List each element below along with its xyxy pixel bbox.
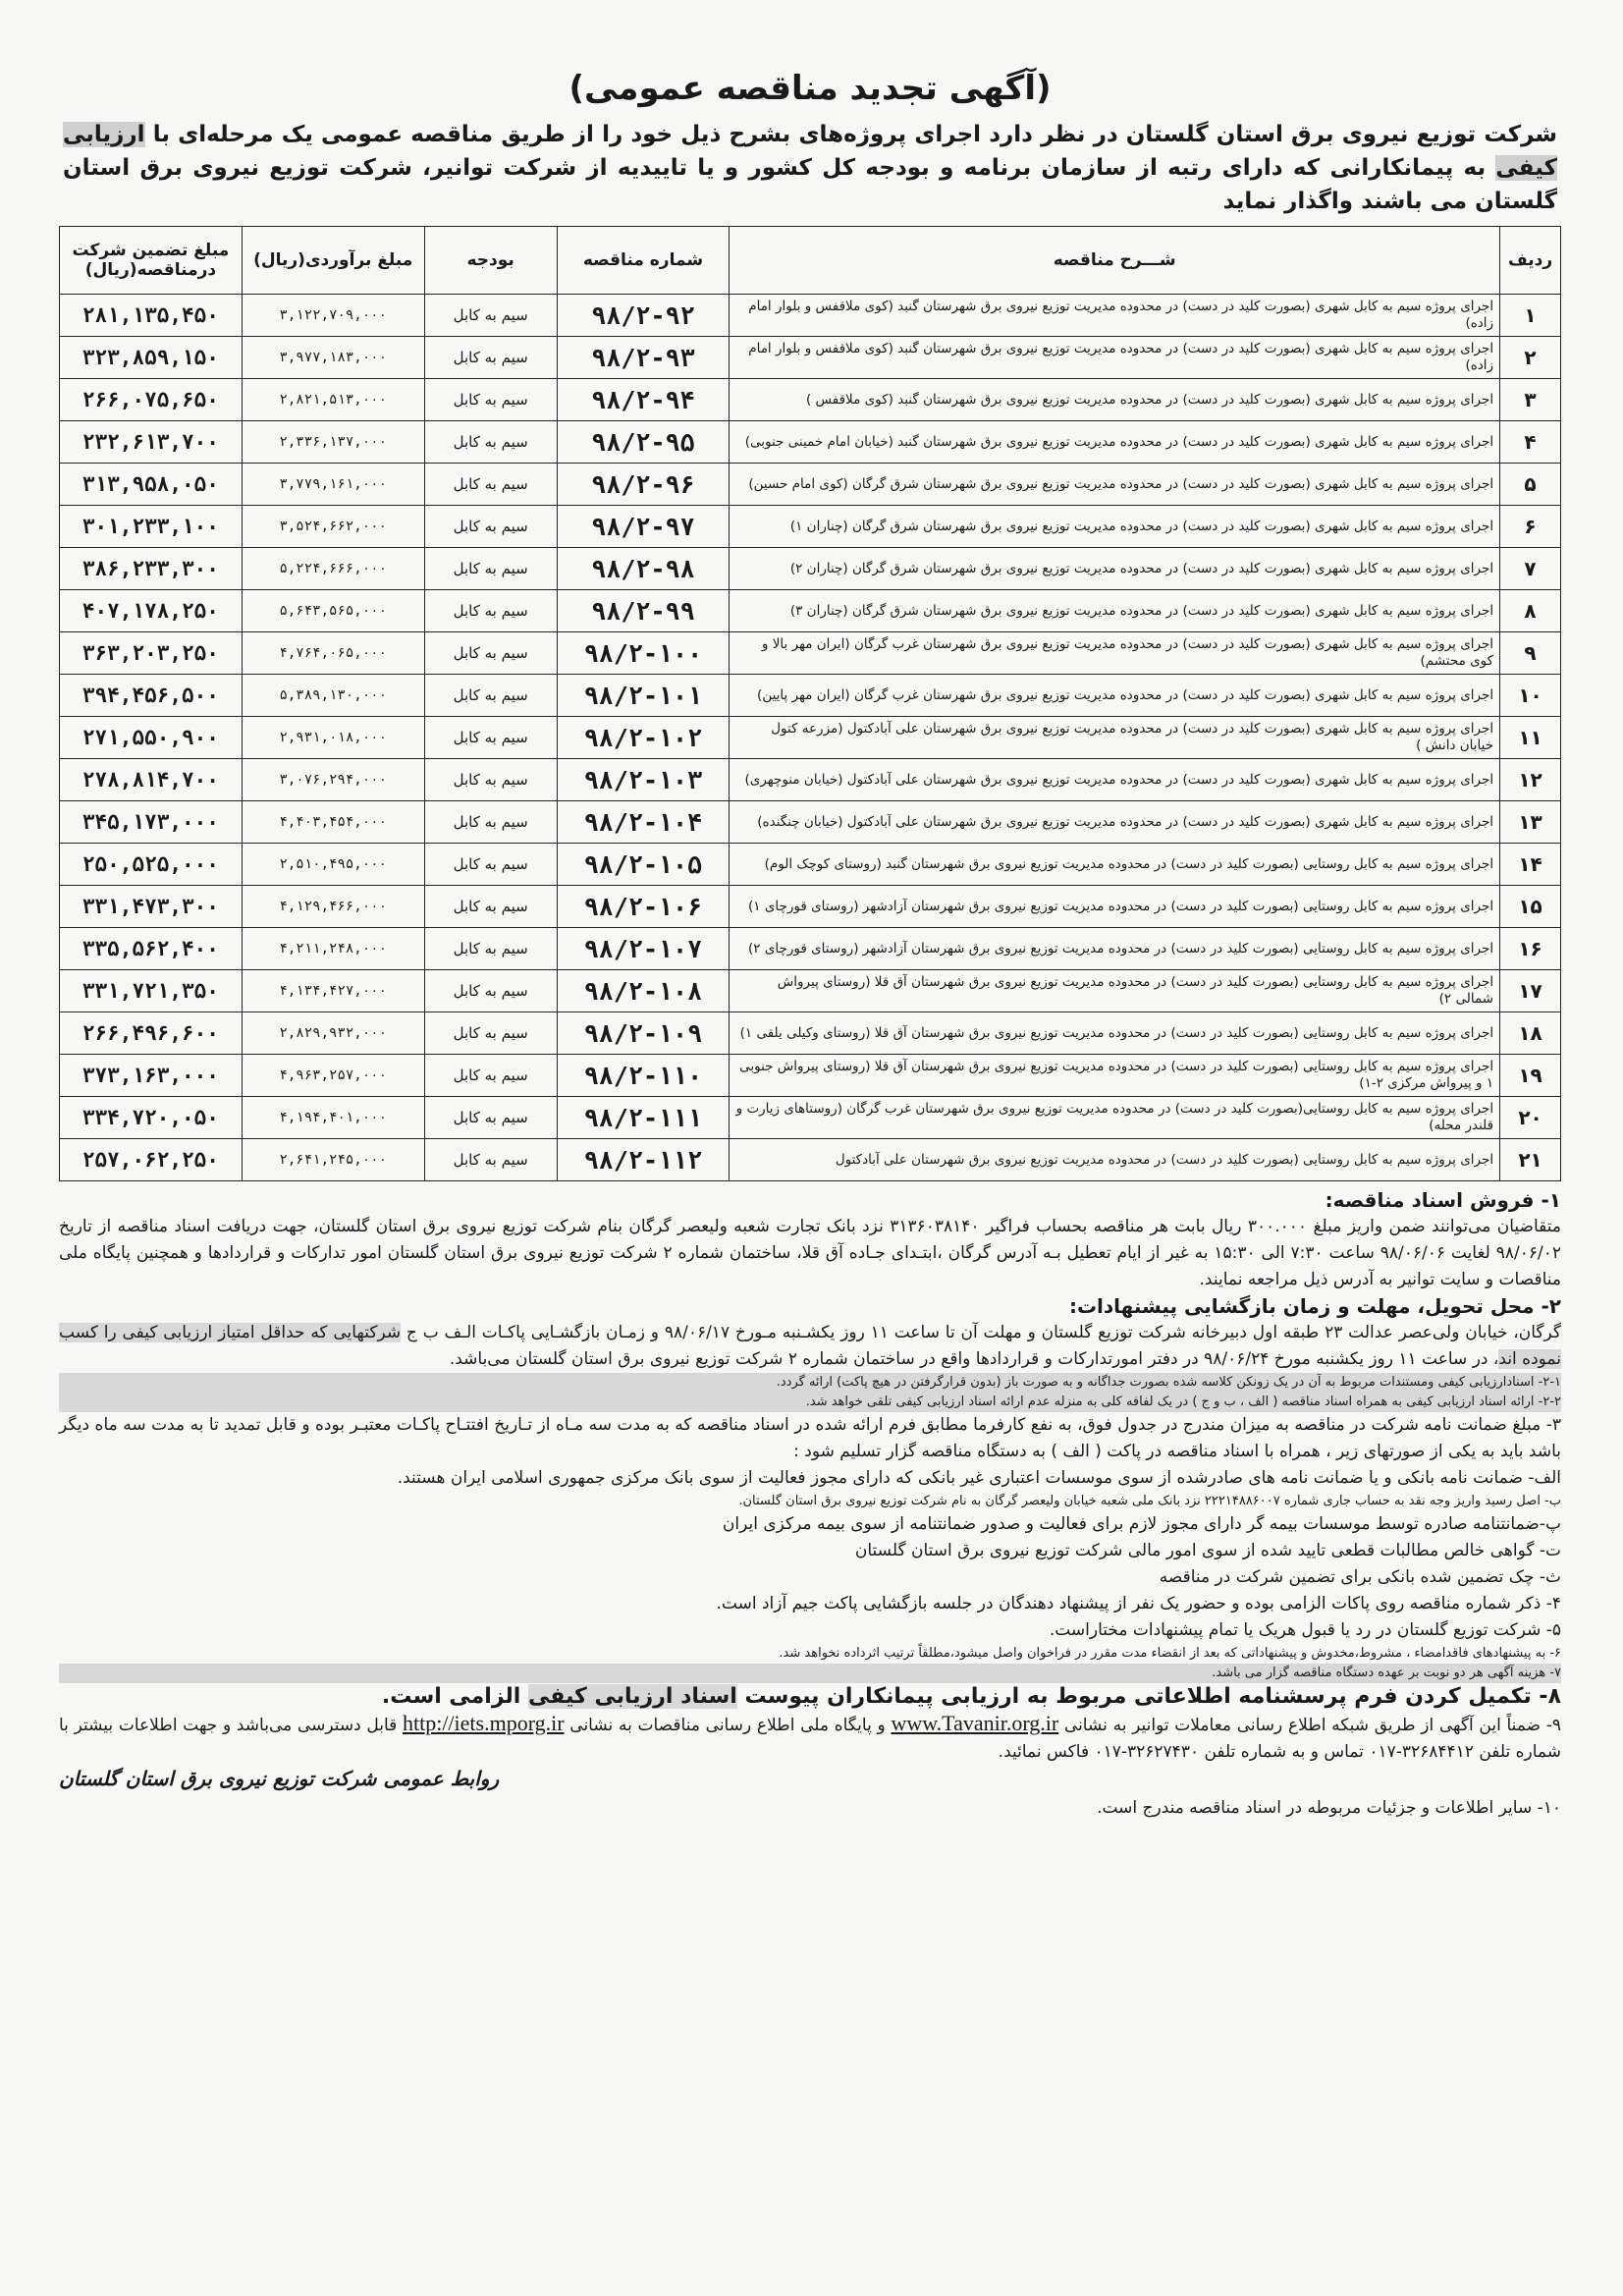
row-description: اجرای پروژه سیم به کابل شهری (بصورت کلید در دست) در محدوده مدیریت توزیع نیروی برق شهرستان شرق گرگان (کوی امام حسین) xyxy=(730,464,1500,506)
col-header-estimate: مبلغ برآوردی(ریال) xyxy=(242,227,424,295)
row-index: ۴ xyxy=(1500,421,1561,464)
row-budget: سیم به کابل xyxy=(424,379,557,421)
row-index: ۱۰ xyxy=(1500,675,1561,717)
section-5: ۵- شرکت توزیع گلستان در رد یا قبول هریک یا تمام پیشنهادات مختاراست. xyxy=(1049,1620,1561,1640)
section-2-highlight: شرکتهایی که حداقل امتیاز ارزیابی کیفی را کسب نموده اند xyxy=(59,1323,1561,1369)
table-body xyxy=(60,295,1561,1181)
row-guarantee: ۳۴۵,۱۷۳,۰۰۰ xyxy=(60,801,243,844)
row-estimate: ۲,۹۳۱,۰۱۸,۰۰۰ xyxy=(242,717,424,759)
row-estimate: ۳,۷۷۹,۱۶۱,۰۰۰ xyxy=(242,464,424,506)
section-2-text-a: گرگان، خیابان ولی‌عصر عدالت ۲۳ طبقه اول دبیرخانه شرکت توزیع گلستان و مهلت آن تا ساعت ۱۱ روز یکشـنبه مـورخ ۹۸/۰۶/۱۷ و زمـان بازگشـایی پاکـات الـف ب ج xyxy=(406,1323,1561,1342)
col-header-index: ردیف xyxy=(1500,227,1561,295)
row-budget: سیم به کابل xyxy=(424,970,557,1012)
row-estimate: ۵,۳۸۹,۱۳۰,۰۰۰ xyxy=(242,675,424,717)
row-index: ۱۱ xyxy=(1500,717,1561,759)
row-estimate: ۲,۸۲۱,۵۱۳,۰۰۰ xyxy=(242,379,424,421)
table-row xyxy=(60,464,1561,506)
table-row xyxy=(60,590,1561,632)
row-description: اجرای پروژه سیم به کابل شهری (بصورت کلید در دست) در محدوده مدیریت توزیع نیروی برق شهرستان علی آبادکتول (خیابان منوچهری) xyxy=(730,759,1500,801)
row-description: اجرای پروژه سیم به کابل شهری (بصورت کلید در دست) در محدوده مدیریت توزیع نیروی برق شهرستان شرق گرگان (چناران ۳) xyxy=(730,590,1500,632)
row-budget: سیم به کابل xyxy=(424,1055,557,1097)
row-budget: سیم به کابل xyxy=(424,464,557,506)
row-description: اجرای پروژه سیم به کابل روستایی(بصورت کلید در دست) در محدوده مدیریت توزیع نیروی برق شهرستان غرب گرگان (روستاهای زیارت و قلندر محله) xyxy=(730,1097,1500,1139)
table-row xyxy=(60,337,1561,379)
row-guarantee: ۲۷۱,۵۵۰,۹۰۰ xyxy=(60,717,243,759)
row-budget: سیم به کابل xyxy=(424,928,557,970)
section-2-1: ۲-۱- اسنادارزیابی کیفی ومستندات مربوط به آن در یک زونکن کلاسه شده بصورت جداگانه و به صورت باز (بدون قرارگرفتن در هیچ پاکت) ارائه گردد. xyxy=(59,1373,1561,1393)
row-index: ۲۰ xyxy=(1500,1097,1561,1139)
row-estimate: ۴,۱۳۴,۴۲۷,۰۰۰ xyxy=(242,970,424,1012)
row-index: ۹ xyxy=(1500,632,1561,675)
row-index: ۳ xyxy=(1500,379,1561,421)
row-budget: سیم به کابل xyxy=(424,421,557,464)
row-index: ۲۱ xyxy=(1500,1139,1561,1181)
row-guarantee: ۳۳۱,۴۷۳,۳۰۰ xyxy=(60,886,243,928)
table-row xyxy=(60,295,1561,337)
section-8-highlight: اسناد ارزیابی کیفی xyxy=(527,1684,737,1709)
table-row xyxy=(60,1012,1561,1055)
row-budget: سیم به کابل xyxy=(424,590,557,632)
row-tender-number: ۹۸/۲-۱۰۱ xyxy=(557,675,730,717)
row-estimate: ۴,۲۱۱,۲۴۸,۰۰۰ xyxy=(242,928,424,970)
row-guarantee: ۳۳۵,۵۶۲,۴۰۰ xyxy=(60,928,243,970)
row-estimate: ۲,۶۴۱,۲۴۵,۰۰۰ xyxy=(242,1139,424,1181)
row-tender-number: ۹۸/۲-۹۷ xyxy=(557,506,730,548)
row-budget: سیم به کابل xyxy=(424,759,557,801)
row-tender-number: ۹۸/۲-۹۵ xyxy=(557,421,730,464)
row-tender-number: ۹۸/۲-۹۴ xyxy=(557,379,730,421)
row-guarantee: ۲۶۶,۰۷۵,۶۵۰ xyxy=(60,379,243,421)
row-index: ۱۴ xyxy=(1500,844,1561,886)
table-row xyxy=(60,886,1561,928)
row-estimate: ۴,۴۰۳,۴۵۴,۰۰۰ xyxy=(242,801,424,844)
row-tender-number: ۹۸/۲-۱۰۴ xyxy=(557,801,730,844)
row-description: اجرای پروژه سیم به کابل شهری (بصورت کلید در دست) در محدوده مدیریت توزیع نیروی برق شهرستان گنبد (کوی ملاقفس و بلوار امام زاده) xyxy=(730,295,1500,337)
row-guarantee: ۲۷۸,۸۱۴,۷۰۰ xyxy=(60,759,243,801)
row-budget: سیم به کابل xyxy=(424,295,557,337)
section-3-te: ت- گواهی خالص مطالبات قطعی تایید شده از سوی امور مالی شرکت توزیع نیروی برق استان گلستان xyxy=(854,1541,1561,1560)
table-row xyxy=(60,632,1561,675)
col-header-description: شـــرح مناقصه xyxy=(730,227,1500,295)
row-description: اجرای پروژه سیم به کابل شهری (بصورت کلید در دست) در محدوده مدیریت توزیع نیروی برق شهرستان شرق گرگان (چناران ۲) xyxy=(730,548,1500,590)
row-guarantee: ۳۱۳,۹۵۸,۰۵۰ xyxy=(60,464,243,506)
row-description: اجرای پروژه سیم به کابل روستایی (بصورت کلید در دست) در محدوده مدیریت توزیع نیروی برق شهرستان آق قلا (روستای پیرواش جنوبی ۱ و پیرواش مرکزی ۲-۱) xyxy=(730,1055,1500,1097)
section-4: ۴- ذکر شماره مناقصه روی پاکات الزامی بوده و حضور یک نفر از پیشنهاد دهندگان در جلسه بازگشایی پاکت جیم آزاد است. xyxy=(716,1594,1561,1613)
row-guarantee: ۳۳۱,۷۲۱,۳۵۰ xyxy=(60,970,243,1012)
row-tender-number: ۹۸/۲-۱۰۸ xyxy=(557,970,730,1012)
table-row xyxy=(60,801,1561,844)
row-description: اجرای پروژه سیم به کابل شهری (بصورت کلید در دست) در محدوده مدیریت توزیع نیروی برق شهرستان علی آبادکتول (خیابان چنگنده) xyxy=(730,801,1500,844)
row-tender-number: ۹۸/۲-۱۱۰ xyxy=(557,1055,730,1097)
row-index: ۱۷ xyxy=(1500,970,1561,1012)
table-row xyxy=(60,1139,1561,1181)
section-3-be: ب- اصل رسید واریز وجه نقد به حساب جاری شماره ۲۲۲۱۴۸۸۶۰۰۷ نزد بانک ملی شعبه خیابان ولیعصر گرگان به نام شرکت توزیع نیروی برق استان گلستان. xyxy=(738,1494,1561,1508)
section-2-heading: ۲- محل تحویل، مهلت و زمان بازگشایی پیشنهادات: xyxy=(1068,1294,1561,1318)
intro-highlight: ارزیابی کیفی xyxy=(63,122,1557,181)
row-budget: سیم به کابل xyxy=(424,506,557,548)
row-index: ۱۳ xyxy=(1500,801,1561,844)
row-tender-number: ۹۸/۲-۹۲ xyxy=(557,295,730,337)
row-index: ۶ xyxy=(1500,506,1561,548)
row-budget: سیم به کابل xyxy=(424,1139,557,1181)
intro-paragraph xyxy=(63,118,1557,218)
signature: روابط عمومی شرکت توزیع نیروی برق استان گلستان xyxy=(59,1767,500,1790)
row-guarantee: ۲۵۰,۵۲۵,۰۰۰ xyxy=(60,844,243,886)
row-description: اجرای پروژه سیم به کابل شهری (بصورت کلید در دست) در محدوده مدیریت توزیع نیروی برق شهرستان شرق گرگان (چناران ۱) xyxy=(730,506,1500,548)
table-row xyxy=(60,844,1561,886)
row-tender-number: ۹۸/۲-۹۳ xyxy=(557,337,730,379)
signature-row xyxy=(59,1766,1561,1795)
table-row xyxy=(60,928,1561,970)
row-tender-number: ۹۸/۲-۱۰۳ xyxy=(557,759,730,801)
row-budget: سیم به کابل xyxy=(424,675,557,717)
row-estimate: ۵,۲۲۴,۶۶۶,۰۰۰ xyxy=(242,548,424,590)
row-guarantee: ۳۲۳,۸۵۹,۱۵۰ xyxy=(60,337,243,379)
section-3-text: ۳- مبلغ ضمانت نامه شرکت در مناقصه به میزان مندرج در جدول فوق، به نفع کارفرما مطابق فرم ارائه شده در اسناد مناقصه که به مدت سه مـاه از تـاریخ افتتـاح پاکـات معتبـر بوده و قابل تمدید تا به مدت سه ماه دیگر باشد باید به یکی از صورتهای زیر ، همراه با اسناد مناقصه در پاکت ( الف ) به دستگاه مناقصه گزار تسلیم شود : xyxy=(59,1415,1561,1461)
row-budget: سیم به کابل xyxy=(424,801,557,844)
row-description: اجرای پروژه سیم به کابل شهری (بصورت کلید در دست) در محدوده مدیریت توزیع نیروی برق شهرستان گنبد (کوی ملاقفس و بلوار امام زاده) xyxy=(730,337,1500,379)
row-budget: سیم به کابل xyxy=(424,717,557,759)
row-estimate: ۳,۰۷۶,۲۹۴,۰۰۰ xyxy=(242,759,424,801)
tender-notice xyxy=(59,69,1561,1822)
row-index: ۱۲ xyxy=(1500,759,1561,801)
section-3-alef: الف- ضمانت نامه بانکی و یا ضمانت نامه های صادرشده از سوی موسسات اعتباری غیر بانکی که دارای مجوز فعالیت از سوی بانک مرکزی جمهوری اسلامی ایران هستند. xyxy=(397,1468,1561,1488)
row-tender-number: ۹۸/۲-۱۰۷ xyxy=(557,928,730,970)
row-tender-number: ۹۸/۲-۹۹ xyxy=(557,590,730,632)
row-budget: سیم به کابل xyxy=(424,337,557,379)
row-estimate: ۳,۹۷۷,۱۸۳,۰۰۰ xyxy=(242,337,424,379)
row-guarantee: ۳۷۳,۱۶۳,۰۰۰ xyxy=(60,1055,243,1097)
row-tender-number: ۹۸/۲-۱۰۵ xyxy=(557,844,730,886)
row-estimate: ۲,۳۳۶,۱۳۷,۰۰۰ xyxy=(242,421,424,464)
row-budget: سیم به کابل xyxy=(424,548,557,590)
row-estimate: ۴,۱۹۴,۴۰۱,۰۰۰ xyxy=(242,1097,424,1139)
section-1-text: متقاضیان می‌توانند ضمن واریز مبلغ ۳۰۰.۰۰۰ ریال بابت هر مناقصه بحساب فراگیر ۳۱۳۶۰۳۸۱۴۰ نزد بانک تجارت شعبه ولیعصر گرگان بنام شرکت توزیع نیروی برق استان گلستان، جهت دریافت اسناد مناقصه از تاریخ ۹۸/۰۶/۰۲ لغایت ۹۸/۰۶/۰۶ ساعت ۷:۳۰ الی ۱۵:۳۰ به غیر از ایام تعطیل بـه آدرس گرگان ،ابتـدای جـاده آق قلا، ساختمان شماره ۲ شرکت توزیع نیروی برق استان گلستان امور تدارکات و قراردادها و همچنین پایگاه ملی مناقصات و سایت توانیر به آدرس ذیل مراجعه نمایند. xyxy=(59,1217,1562,1289)
tavanir-link[interactable]: www.Tavanir.org.ir xyxy=(891,1711,1059,1735)
row-budget: سیم به کابل xyxy=(424,1012,557,1055)
row-tender-number: ۹۸/۲-۱۰۶ xyxy=(557,886,730,928)
row-guarantee: ۲۵۷,۰۶۲,۲۵۰ xyxy=(60,1139,243,1181)
row-tender-number: ۹۸/۲-۱۰۰ xyxy=(557,632,730,675)
row-description: اجرای پروژه سیم به کابل شهری (بصورت کلید در دست) در محدوده مدیریت توزیع نیروی برق شهرستان غرب گرگان (ایران مهر بالا و کوی محتشم) xyxy=(730,632,1500,675)
row-estimate: ۴,۷۶۴,۰۶۵,۰۰۰ xyxy=(242,632,424,675)
row-index: ۱۸ xyxy=(1500,1012,1561,1055)
row-estimate: ۲,۸۲۹,۹۳۲,۰۰۰ xyxy=(242,1012,424,1055)
row-estimate: ۴,۹۶۳,۲۵۷,۰۰۰ xyxy=(242,1055,424,1097)
table-row xyxy=(60,970,1561,1012)
row-index: ۱۹ xyxy=(1500,1055,1561,1097)
table-row xyxy=(60,506,1561,548)
table-row xyxy=(60,379,1561,421)
page-title: (آگهی تجدید مناقصه عمومی) xyxy=(568,69,1052,108)
row-tender-number: ۹۸/۲-۱۰۹ xyxy=(557,1012,730,1055)
table-row xyxy=(60,675,1561,717)
row-guarantee: ۳۹۴,۴۵۶,۵۰۰ xyxy=(60,675,243,717)
row-guarantee: ۴۰۷,۱۷۸,۲۵۰ xyxy=(60,590,243,632)
row-estimate: ۳,۵۲۴,۶۶۲,۰۰۰ xyxy=(242,506,424,548)
col-header-budget: بودجه xyxy=(424,227,557,295)
table-row xyxy=(60,759,1561,801)
section-3-pe: پ-ضمانتنامه صادره توسط موسسات بیمه گر دارای مجوز لازم برای فعالیت و صدور ضمانتنامه از سوی بیمه مرکزی ایران xyxy=(722,1514,1561,1534)
table-row xyxy=(60,421,1561,464)
row-tender-number: ۹۸/۲-۱۱۲ xyxy=(557,1139,730,1181)
row-description: اجرای پروژه سیم به کابل شهری (بصورت کلید در دست) در محدوده مدیریت توزیع نیروی برق شهرستان گنبد (کوی ملاقفس ) xyxy=(730,379,1500,421)
row-index: ۱۶ xyxy=(1500,928,1561,970)
row-estimate: ۲,۵۱۰,۴۹۵,۰۰۰ xyxy=(242,844,424,886)
section-10: ۱۰- سایر اطلاعات و جزئیات مربوطه در اسناد مناقصه مندرج است. xyxy=(1097,1798,1561,1818)
row-budget: سیم به کابل xyxy=(424,1097,557,1139)
row-description: اجرای پروژه سیم به کابل روستایی (بصورت کلید در دست) در محدوده مدیریت توزیع نیروی برق شهرستان آق قلا (روستای پیرواش شمالی ۲) xyxy=(730,970,1500,1012)
section-9-text-b: و پایگاه ملی اطلاع رسانی مناقصات به نشانی xyxy=(569,1716,886,1735)
intro-text-a: شرکت توزیع نیروی برق استان گلستان در نظر دارد اجرای پروژه‌های بشرح ذیل خود را از طریق مناقصه عمومی یک مرحله‌ای با xyxy=(152,122,1557,147)
row-guarantee: ۳۸۶,۲۳۳,۳۰۰ xyxy=(60,548,243,590)
table-row xyxy=(60,548,1561,590)
row-tender-number: ۹۸/۲-۱۰۲ xyxy=(557,717,730,759)
section-2-text-b: ، در ساعت ۱۱ روز یکشنبه مورخ ۹۸/۰۶/۲۴ در دفتر امورتدارکات و قراردادها واقع در ساختمان شماره ۲ شرکت توزیع نیروی برق استان گلستان می‌باشد. xyxy=(449,1349,1499,1369)
section-1-heading: ۱- فروش اسناد مناقصه: xyxy=(1325,1188,1561,1212)
row-description: اجرای پروژه سیم به کابل روستایی (بصورت کلید در دست) در محدوده مدیریت توزیع نیروی برق شهرستان آزادشهر (روستای قورچای ۱) xyxy=(730,886,1500,928)
row-index: ۷ xyxy=(1500,548,1561,590)
row-description: اجرای پروژه سیم به کابل روستایی (بصورت کلید در دست) در محدوده مدیریت توزیع نیروی برق شهرستان آق قلا (روستای وکیلی یلقی ۱) xyxy=(730,1012,1500,1055)
row-guarantee: ۳۶۳,۲۰۳,۲۵۰ xyxy=(60,632,243,675)
row-description: اجرای پروژه سیم به کابل روستایی (بصورت کلید در دست) در محدوده مدیریت توزیع نیروی برق شهرستان آزادشهر (روستای قورچای ۲) xyxy=(730,928,1500,970)
row-description: اجرای پروژه سیم به کابل شهری (بصورت کلید در دست) در محدوده مدیریت توزیع نیروی برق شهرستان علی آبادکتول (مزرعه کتول خیابان دانش ) xyxy=(730,717,1500,759)
row-estimate: ۵,۶۴۳,۵۶۵,۰۰۰ xyxy=(242,590,424,632)
row-description: اجرای پروژه سیم به کابل روستایی (بصورت کلید در دست) در محدوده مدیریت توزیع نیروی برق شهرستان علی آبادکتول xyxy=(730,1139,1500,1181)
row-guarantee: ۲۶۶,۴۹۶,۶۰۰ xyxy=(60,1012,243,1055)
section-2-2: ۲-۲- ارائه اسناد ارزیابی کیفی به همراه اسناد مناقصه ( الف ، ب و ج ) در یک لفافه کلی به منزله عدم ارائه اسناد ارزیابی کیفی تلقی خواهد شد. xyxy=(59,1393,1561,1412)
col-header-guarantee: مبلغ تضمین شرکت درمناقصه(ریال) xyxy=(60,227,243,295)
table-row xyxy=(60,1055,1561,1097)
intro-text-b: به پیمانکارانی که دارای رتبه از سازمان برنامه و بودجه کل کشور و یا تاییدیه از شرکت توانیر، شرکت توزیع نیروی برق استان گلستان می باشند واگذار نماید xyxy=(63,155,1557,214)
row-tender-number: ۹۸/۲-۹۶ xyxy=(557,464,730,506)
row-budget: سیم به کابل xyxy=(424,844,557,886)
row-guarantee: ۳۳۴,۷۲۰,۰۵۰ xyxy=(60,1097,243,1139)
section-8-text-a: ۸- تکمیل کردن فرم پرسشنامه اطلاعاتی مربوط به ارزیابی پیمانکاران پیوست xyxy=(744,1684,1561,1709)
section-9 xyxy=(59,1710,1561,1766)
row-index: ۸ xyxy=(1500,590,1561,632)
section-7: ۷- هزینه آگهی هر دو نوبت بر عهده دستگاه مناقصه گزار می باشد. xyxy=(59,1664,1561,1683)
row-description: اجرای پروژه سیم به کابل روستایی (بصورت کلید در دست) در محدوده مدیریت توزیع نیروی برق شهرستان گنبد (روستای کوچک الوم) xyxy=(730,844,1500,886)
section-3-se: ث- چک تضمین شده بانکی برای تضمین شرکت در مناقصه xyxy=(1159,1567,1561,1587)
row-budget: سیم به کابل xyxy=(424,886,557,928)
row-tender-number: ۹۸/۲-۱۱۱ xyxy=(557,1097,730,1139)
row-budget: سیم به کابل xyxy=(424,632,557,675)
row-guarantee: ۲۸۱,۱۳۵,۴۵۰ xyxy=(60,295,243,337)
table-row xyxy=(60,717,1561,759)
row-index: ۵ xyxy=(1500,464,1561,506)
table-header-row xyxy=(60,227,1561,295)
row-guarantee: ۳۰۱,۲۳۳,۱۰۰ xyxy=(60,506,243,548)
section-6: ۶- به پیشنهادهای فاقدامضاء ، مشروط،مخدوش و پیشنهاداتی که بعد از انقضاء مدت مقرر در فراخوان واصل میشود،مطلقاً ترتیب اثرداده نخواهد شد. xyxy=(779,1646,1561,1661)
row-estimate: ۳,۱۲۲,۷۰۹,۰۰۰ xyxy=(242,295,424,337)
row-index: ۲ xyxy=(1500,337,1561,379)
notes-section xyxy=(59,1187,1561,1822)
section-2-text xyxy=(59,1320,1561,1373)
table-row xyxy=(60,1097,1561,1139)
row-tender-number: ۹۸/۲-۹۸ xyxy=(557,548,730,590)
row-index: ۱ xyxy=(1500,295,1561,337)
row-description: اجرای پروژه سیم به کابل شهری (بصورت کلید در دست) در محدوده مدیریت توزیع نیروی برق شهرستان گنبد (خیابان امام خمینی جنوبی) xyxy=(730,421,1500,464)
col-header-tender-number: شماره مناقصه xyxy=(557,227,730,295)
row-description: اجرای پروژه سیم به کابل شهری (بصورت کلید در دست) در محدوده مدیریت توزیع نیروی برق شهرستان غرب گرگان (ایران مهر پایین) xyxy=(730,675,1500,717)
tenders-table xyxy=(59,226,1561,1181)
section-8 xyxy=(59,1683,1561,1710)
section-8-text-b: الزامی است. xyxy=(381,1684,521,1709)
section-9-text-a: ۹- ضمناً این آگهی از طریق شبکه اطلاع رسانی معاملات توانیر به نشانی xyxy=(1063,1716,1562,1735)
row-guarantee: ۲۳۲,۶۱۳,۷۰۰ xyxy=(60,421,243,464)
iets-link[interactable]: http://iets.mporg.ir xyxy=(402,1711,565,1735)
row-index: ۱۵ xyxy=(1500,886,1561,928)
row-estimate: ۴,۱۲۹,۴۶۶,۰۰۰ xyxy=(242,886,424,928)
section-9-text-c: قابل دسترسی می‌باشد و جهت اطلاعات بیشتر با شماره تلفن ۳۲۶۸۴۴۱۲-۰۱۷ تماس و به شماره تلفن ۳۲۶۲۷۴۳۰-۰۱۷ فاکس نمائید. xyxy=(59,1716,1561,1762)
